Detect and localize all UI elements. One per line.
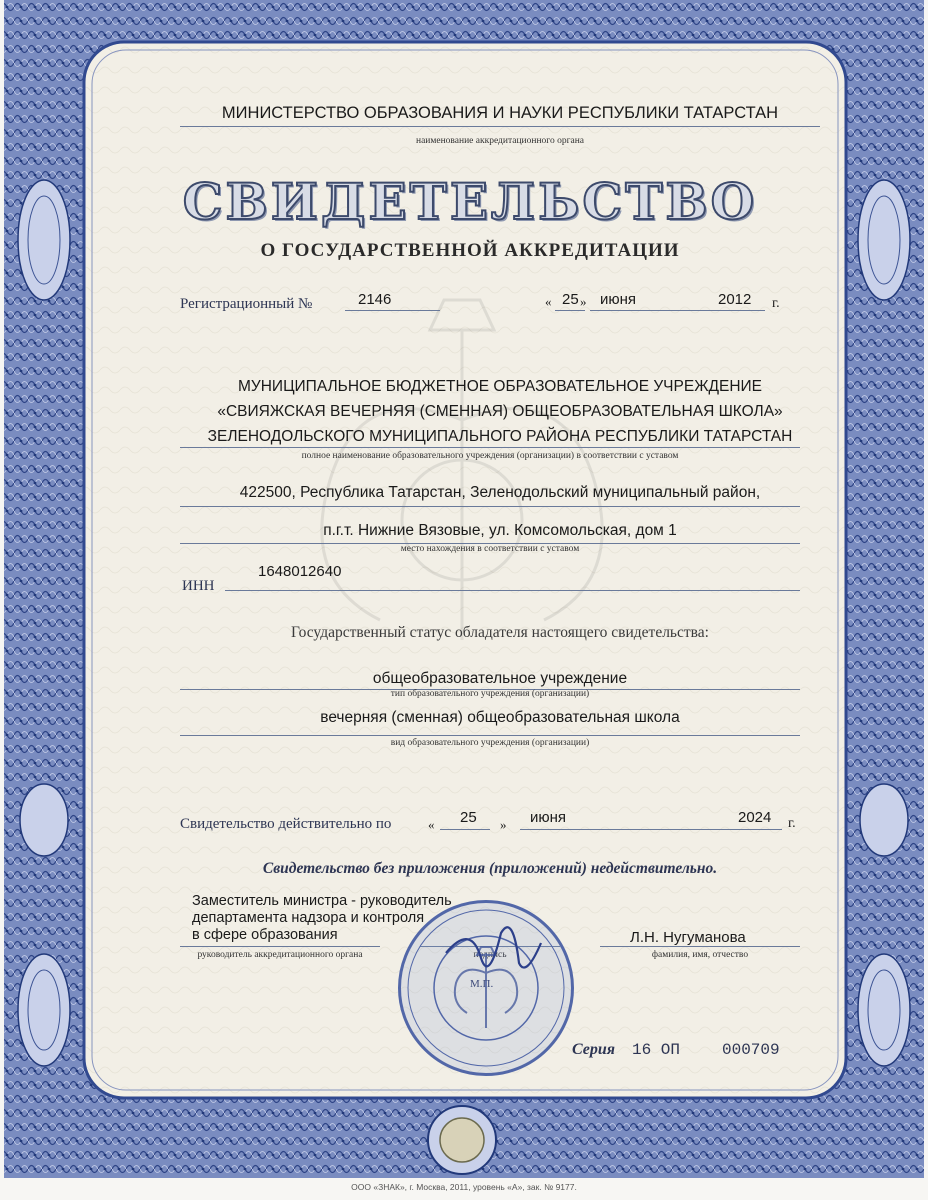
registration-month: июня: [600, 291, 637, 308]
validity-year-suffix: г.: [788, 816, 796, 831]
inn-underline: [225, 590, 800, 591]
address-line-2: п.г.т. Нижние Вязовые, ул. Комсомольская, дом 1: [323, 522, 677, 539]
inn-value: 1648012640: [258, 563, 342, 580]
organization-line-3: ЗЕЛЕНОДОЛЬСКОГО МУНИЦИПАЛЬНОГО РАЙОНА РЕСПУБЛИКИ ТАТАРСТАН: [207, 428, 793, 445]
validity-quote-open: «: [428, 817, 435, 832]
registration-date-line: [590, 310, 765, 311]
signatory-position-2: департамента надзора и контроля: [192, 910, 425, 926]
status-kind-underline: [180, 735, 800, 736]
organization-line-1: МУНИЦИПАЛЬНОЕ БЮДЖЕТНОЕ ОБРАЗОВАТЕЛЬНОЕ УЧРЕЖДЕНИЕ: [237, 378, 763, 395]
registration-day-line: [555, 310, 585, 311]
position-caption: руководитель аккредитационного органа: [197, 950, 363, 960]
organization-line-2: «СВИЯЖСКАЯ ВЕЧЕРНЯЯ (СМЕННАЯ) ОБЩЕОБРАЗОВАТЕЛЬНАЯ ШКОЛА»: [217, 403, 783, 420]
authority-name: МИНИСТЕРСТВО ОБРАЗОВАНИЯ И НАУКИ РЕСПУБЛИКИ ТАТАРСТАН: [221, 104, 779, 122]
registration-quote-open: «: [545, 294, 552, 309]
authority-caption: наименование аккредитационного органа: [415, 136, 584, 146]
status-kind-caption: вид образовательного учреждения (организации): [390, 738, 590, 748]
status-kind-value: вечерняя (сменная) общеобразовательная школа: [320, 709, 680, 726]
validity-day-line: [440, 829, 490, 830]
signatory-position-1: Заместитель министра - руководитель: [192, 893, 452, 909]
series-number: 000709: [722, 1041, 780, 1059]
signature-caption: подпись: [473, 950, 507, 960]
validity-notice: Свидетельство без приложения (приложений) недействительно.: [262, 860, 718, 877]
address-line-1: 422500, Республика Татарстан, Зеленодольский муниципальный район,: [239, 484, 761, 501]
validity-label: Свидетельство действительно по: [180, 816, 392, 832]
validity-month: июня: [530, 809, 567, 826]
document-title: СВИДЕТЕЛЬСТВО: [182, 172, 758, 231]
registration-number-line: [345, 310, 440, 311]
signatory-position-3: в сфере образования: [192, 927, 338, 943]
status-heading: Государственный статус обладателя настоящего свидетельства:: [291, 624, 709, 641]
status-type-value: общеобразовательное учреждение: [372, 670, 628, 687]
registration-year-suffix: г.: [772, 296, 780, 311]
validity-day: 25: [460, 809, 477, 826]
validity-date-line: [520, 829, 782, 830]
series-code: 16 ОП: [632, 1041, 681, 1059]
registration-year: 2012: [718, 291, 752, 308]
validity-year: 2024: [738, 809, 772, 826]
registration-day: 25: [562, 291, 579, 308]
signatory-name: Л.Н. Нугуманова: [630, 929, 746, 946]
authority-underline: [180, 126, 820, 127]
status-type-caption: тип образовательного учреждения (организации): [390, 689, 590, 699]
position-underline: [180, 946, 380, 947]
registration-number: 2146: [358, 291, 392, 308]
printer-imprint: ООО «ЗНАК», г. Москва, 2011, уровень «А», зак. № 9177.: [351, 1182, 577, 1192]
organization-underline: [180, 447, 800, 448]
address-caption: место нахождения в соответствии с уставом: [400, 544, 580, 554]
validity-quote-close: »: [500, 817, 507, 832]
document-subtitle: О ГОСУДАРСТВЕННОЙ АККРЕДИТАЦИИ: [260, 240, 680, 261]
registration-label: Регистрационный №: [180, 296, 313, 312]
registration-quote-close: »: [580, 294, 587, 309]
inn-label: ИНН: [182, 578, 215, 594]
organization-caption: полное наименование образовательного учреждения (организации) в соответствии с уставом: [301, 451, 679, 461]
name-underline: [600, 946, 800, 947]
seal-mark: М.П.: [470, 978, 494, 990]
address-underline-1: [180, 506, 800, 507]
name-caption: фамилия, имя, отчество: [651, 950, 749, 960]
series-label: Серия: [572, 1041, 616, 1058]
